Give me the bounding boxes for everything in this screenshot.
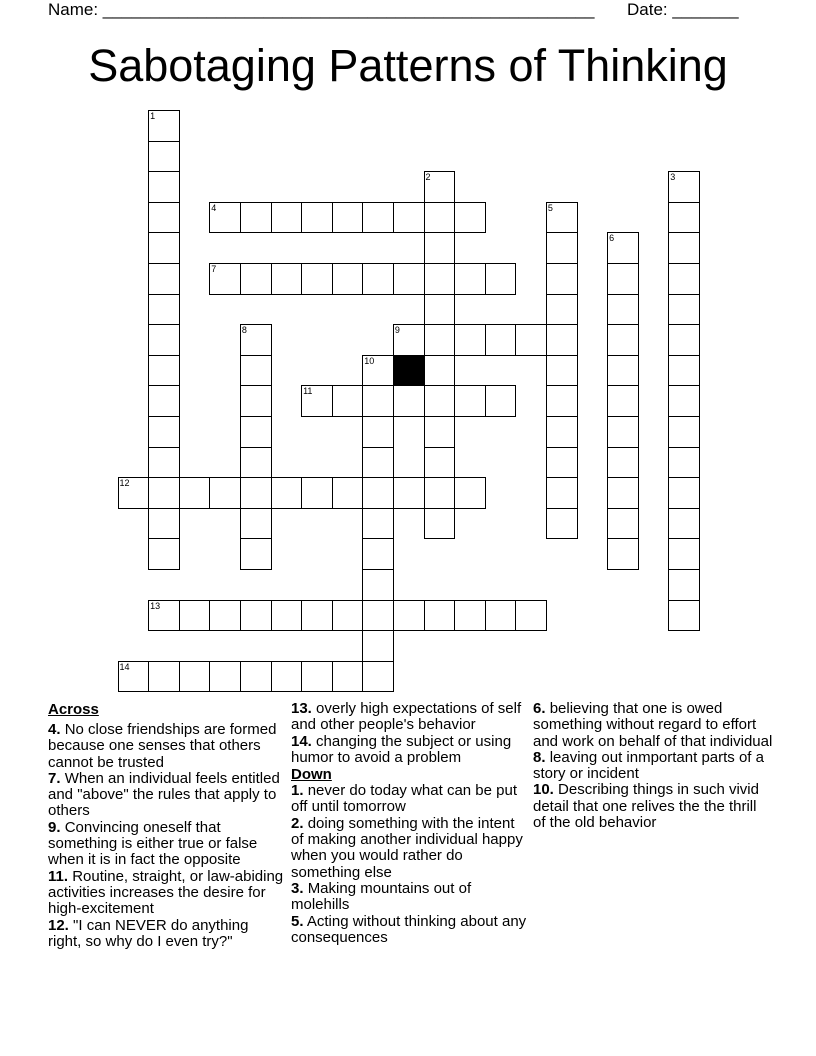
date-field-label[interactable]: Date: _______ <box>627 0 739 19</box>
clue-number: 2. <box>291 814 304 832</box>
grid-cell[interactable] <box>546 416 578 448</box>
grid-cell[interactable] <box>332 477 364 509</box>
grid-cell[interactable] <box>668 447 700 479</box>
down-clue-5 <box>291 914 527 947</box>
grid-cell[interactable] <box>546 263 578 295</box>
clue-number: 11. <box>48 867 69 885</box>
grid-cell[interactable] <box>332 263 364 295</box>
grid-cell[interactable] <box>148 263 180 295</box>
grid-cell[interactable] <box>271 263 303 295</box>
grid-cell[interactable] <box>607 447 639 479</box>
grid-cell[interactable] <box>424 324 456 356</box>
down-clue-3 <box>291 881 527 914</box>
grid-cell[interactable] <box>240 324 272 356</box>
grid-cell[interactable] <box>332 385 364 417</box>
grid-cell[interactable] <box>118 661 150 693</box>
clue-number: 6. <box>533 700 546 717</box>
clues-column-left <box>48 701 284 950</box>
grid-cell[interactable] <box>485 600 517 632</box>
across-clue-11 <box>48 869 284 918</box>
clue-text: doing something with the intent of making another individual happy when you would rather do something else <box>291 814 523 881</box>
clue-text: believing that one is owed something without regard to effort and work on behalf of that individual <box>533 700 773 750</box>
clue-number: 5. <box>291 912 304 930</box>
clue-number-label: 5 <box>547 202 553 213</box>
clue-text: "I can NEVER do anything right, so why do I even try?" <box>48 916 249 950</box>
clue-number-label: 8 <box>241 325 247 336</box>
grid-cell[interactable] <box>546 477 578 509</box>
grid-cell[interactable] <box>546 385 578 417</box>
clue-number-label: 10 <box>364 355 375 366</box>
grid-cell[interactable] <box>393 385 425 417</box>
grid-cell[interactable] <box>424 385 456 417</box>
clue-number-label: 4 <box>211 202 217 213</box>
grid-cell[interactable] <box>362 569 394 601</box>
across-heading: Across <box>48 701 99 718</box>
clue-number: 9. <box>48 818 61 836</box>
clue-number-label: 1 <box>150 111 156 121</box>
grid-cell[interactable] <box>332 600 364 632</box>
clue-number-label: 7 <box>211 264 217 274</box>
grid-cell[interactable] <box>454 600 486 632</box>
grid-cell[interactable] <box>362 202 394 234</box>
grid-cell[interactable] <box>301 661 333 693</box>
grid-cell[interactable] <box>668 508 700 540</box>
grid-cell[interactable] <box>240 447 272 479</box>
grid-cell[interactable] <box>148 171 180 203</box>
grid-cell[interactable] <box>424 355 456 387</box>
clue-text: leaving out inmportant parts of a story or incident <box>533 748 764 783</box>
clue-number: 13. <box>291 700 312 717</box>
grid-cell[interactable] <box>668 569 700 601</box>
grid-cell[interactable] <box>148 141 180 173</box>
grid-cell[interactable] <box>424 508 456 540</box>
grid-cell[interactable] <box>362 538 394 570</box>
grid-cell[interactable] <box>668 385 700 417</box>
grid-cell[interactable] <box>546 294 578 326</box>
grid-cell[interactable] <box>209 202 241 234</box>
grid-cell[interactable] <box>607 232 639 264</box>
grid-cell[interactable] <box>607 416 639 448</box>
grid-cell[interactable] <box>301 477 333 509</box>
grid-cell[interactable] <box>209 600 241 632</box>
clue-text: Convincing oneself that something is either true or false when it is in fact the opposite <box>48 818 258 869</box>
grid-cell[interactable] <box>668 294 700 326</box>
clue-number-label: 3 <box>670 172 676 183</box>
name-field-label[interactable]: Name: ____________________________________________________ <box>48 0 595 19</box>
clue-number-label: 2 <box>425 172 431 183</box>
grid-cell[interactable] <box>454 477 486 509</box>
grid-cell[interactable] <box>148 294 180 326</box>
grid-cell[interactable] <box>424 477 456 509</box>
down-clue-2 <box>291 816 527 881</box>
grid-cell[interactable] <box>240 263 272 295</box>
grid-cell[interactable] <box>362 508 394 540</box>
grid-cell[interactable] <box>607 508 639 540</box>
clue-number: 14. <box>291 732 312 750</box>
grid-cell[interactable] <box>546 232 578 264</box>
grid-cell[interactable] <box>454 263 486 295</box>
grid-cell[interactable] <box>668 202 700 234</box>
grid-cell[interactable] <box>271 600 303 632</box>
grid-cell[interactable] <box>668 263 700 295</box>
clue-number: 3. <box>291 879 304 897</box>
grid-cell[interactable] <box>362 661 394 693</box>
grid-cell[interactable] <box>454 202 486 234</box>
grid-cell[interactable] <box>240 538 272 570</box>
grid-cell[interactable] <box>148 508 180 540</box>
grid-cell[interactable] <box>424 416 456 448</box>
grid-cell[interactable] <box>546 202 578 234</box>
clue-number: 8. <box>533 748 546 766</box>
grid-cell[interactable] <box>668 538 700 570</box>
grid-cell[interactable] <box>607 324 639 356</box>
grid-cell[interactable] <box>148 538 180 570</box>
grid-cell[interactable] <box>301 600 333 632</box>
grid-cell[interactable] <box>362 630 394 662</box>
grid-cell[interactable] <box>240 385 272 417</box>
grid-cell[interactable] <box>271 661 303 693</box>
grid-cell[interactable] <box>546 324 578 356</box>
clues-column-middle <box>291 701 527 946</box>
clue-text: Making mountains out of molehills <box>291 879 472 914</box>
grid-cell[interactable] <box>362 263 394 295</box>
grid-cell[interactable] <box>424 232 456 264</box>
grid-cell[interactable] <box>148 416 180 448</box>
grid-cell[interactable] <box>240 416 272 448</box>
clue-number: 4. <box>48 721 61 738</box>
grid-cell[interactable] <box>148 477 180 509</box>
grid-cell[interactable] <box>607 263 639 295</box>
across-clue-12 <box>48 918 284 951</box>
grid-cell[interactable] <box>332 202 364 234</box>
puzzle-title: Sabotaging Patterns of Thinking <box>88 40 728 91</box>
grid-cell[interactable] <box>362 600 394 632</box>
down-clue-6 <box>533 701 773 750</box>
grid-cell[interactable] <box>179 477 211 509</box>
grid-cell[interactable] <box>668 600 700 632</box>
grid-cell[interactable] <box>209 661 241 693</box>
grid-cell[interactable] <box>332 661 364 693</box>
grid-cell[interactable] <box>454 385 486 417</box>
grid-cell-blocked <box>393 355 425 387</box>
grid-cell[interactable] <box>393 600 425 632</box>
clue-text: No close friendships are formed because one senses that others cannot be trusted <box>48 721 277 771</box>
grid-cell[interactable] <box>179 600 211 632</box>
grid-cell[interactable] <box>148 600 180 632</box>
down-clue-10 <box>533 782 773 831</box>
grid-cell[interactable] <box>148 324 180 356</box>
grid-cell[interactable] <box>393 263 425 295</box>
grid-cell[interactable] <box>424 263 456 295</box>
clue-text: Routine, straight, or law-abiding activities increases the desire for high-excitement <box>48 867 284 918</box>
grid-cell[interactable] <box>271 202 303 234</box>
clues-column-right <box>533 701 773 831</box>
grid-cell[interactable] <box>668 171 700 203</box>
grid-cell[interactable] <box>546 355 578 387</box>
clue-number: 12. <box>48 916 69 934</box>
grid-cell[interactable] <box>209 477 241 509</box>
grid-cell[interactable] <box>148 385 180 417</box>
across-clue-7 <box>48 771 284 820</box>
clue-number: 7. <box>48 769 61 787</box>
grid-cell[interactable] <box>668 416 700 448</box>
grid-cell[interactable] <box>179 661 211 693</box>
down-clue-1 <box>291 783 527 816</box>
grid-cell[interactable] <box>668 355 700 387</box>
grid-cell[interactable] <box>485 324 517 356</box>
grid-cell[interactable] <box>424 447 456 479</box>
clue-number: 10. <box>533 781 554 799</box>
grid-cell[interactable] <box>393 324 425 356</box>
clue-number: 1. <box>291 782 304 800</box>
grid-cell[interactable] <box>148 447 180 479</box>
clue-text: changing the subject or using humor to avoid a problem <box>291 732 512 766</box>
grid-cell[interactable] <box>607 355 639 387</box>
clue-text: When an individual feels entitled and "above" the rules that apply to others <box>48 769 280 820</box>
grid-cell[interactable] <box>148 110 180 142</box>
across-clue-14 <box>291 734 527 767</box>
grid-cell[interactable] <box>546 447 578 479</box>
grid-cell[interactable] <box>118 477 150 509</box>
grid-cell[interactable] <box>393 202 425 234</box>
grid-cell[interactable] <box>607 294 639 326</box>
grid-cell[interactable] <box>240 355 272 387</box>
grid-cell[interactable] <box>271 477 303 509</box>
clue-text: overly high expectations of self and other people's behavior <box>291 700 522 734</box>
clue-number-label: 6 <box>609 233 615 244</box>
clue-number-label: 11 <box>303 386 313 397</box>
grid-cell[interactable] <box>209 263 241 295</box>
grid-cell[interactable] <box>515 600 547 632</box>
grid-cell[interactable] <box>546 508 578 540</box>
grid-cell[interactable] <box>362 385 394 417</box>
grid-cell[interactable] <box>148 202 180 234</box>
grid-cell[interactable] <box>668 477 700 509</box>
clue-text: never do today what can be put off until tomorrow <box>291 782 517 816</box>
grid-cell[interactable] <box>240 202 272 234</box>
down-clue-8 <box>533 750 773 783</box>
grid-cell[interactable] <box>301 202 333 234</box>
grid-cell[interactable] <box>240 477 272 509</box>
grid-cell[interactable] <box>362 447 394 479</box>
grid-cell[interactable] <box>362 416 394 448</box>
grid-cell[interactable] <box>515 324 547 356</box>
grid-cell[interactable] <box>240 600 272 632</box>
grid-cell[interactable] <box>148 232 180 264</box>
across-clue-13 <box>291 701 527 734</box>
clue-number-label: 9 <box>394 325 400 336</box>
grid-cell[interactable] <box>362 355 394 387</box>
clue-text: Acting without thinking about any consequences <box>291 912 527 946</box>
clue-text: Describing things in such vivid detail that one relives the the thrill of the old behavior <box>533 781 759 832</box>
grid-cell[interactable] <box>362 477 394 509</box>
clue-number-label: 13 <box>150 600 161 611</box>
grid-cell[interactable] <box>607 385 639 417</box>
grid-cell[interactable] <box>240 508 272 540</box>
grid-cell[interactable] <box>393 477 425 509</box>
grid-cell[interactable] <box>668 324 700 356</box>
down-heading: Down <box>291 766 332 784</box>
grid-cell[interactable] <box>148 661 180 693</box>
across-clue-4 <box>48 722 284 771</box>
grid-cell[interactable] <box>668 232 700 264</box>
grid-cell[interactable] <box>424 294 456 326</box>
grid-cell[interactable] <box>148 355 180 387</box>
grid-cell[interactable] <box>485 263 517 295</box>
grid-cell[interactable] <box>301 263 333 295</box>
grid-cell[interactable] <box>240 661 272 693</box>
grid-cell[interactable] <box>607 477 639 509</box>
grid-cell[interactable] <box>454 324 486 356</box>
clue-number-label: 14 <box>119 661 130 672</box>
clue-number-label: 12 <box>119 478 130 489</box>
grid-cell[interactable] <box>424 171 456 203</box>
grid-cell[interactable] <box>424 202 456 234</box>
grid-cell[interactable] <box>424 600 456 632</box>
grid-cell[interactable] <box>485 385 517 417</box>
grid-cell[interactable] <box>301 385 333 417</box>
grid-cell[interactable] <box>607 538 639 570</box>
across-clue-9 <box>48 820 284 869</box>
